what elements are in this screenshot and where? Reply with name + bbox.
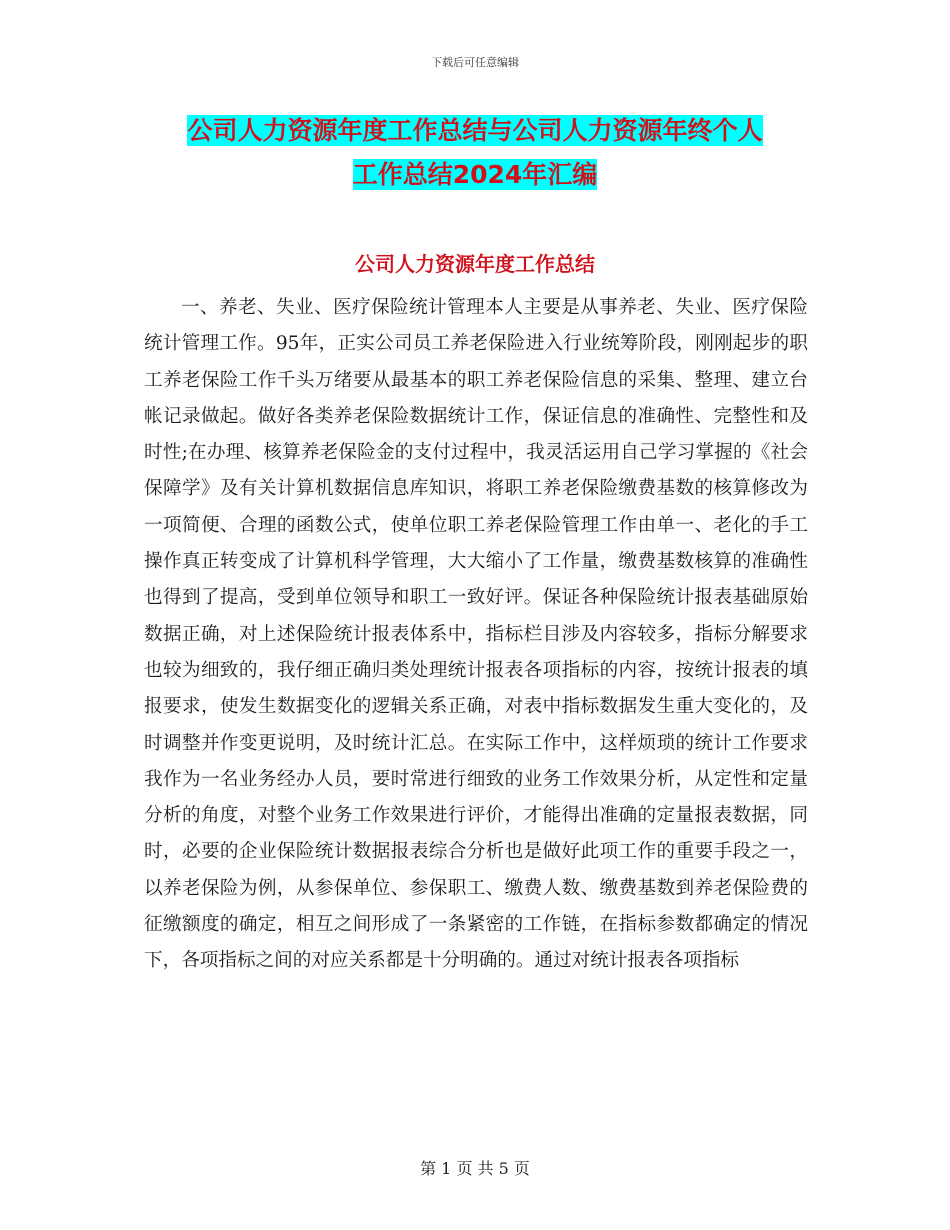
document-title-line-1 xyxy=(0,113,950,149)
document-title-line-2 xyxy=(0,157,950,193)
page-footer: 第 1 页 共 5 页 xyxy=(420,1159,530,1178)
header-note: 下载后可任意编辑 xyxy=(431,56,519,69)
title-line-2-text: 工作总结2024年汇编 xyxy=(352,160,598,189)
body-paragraph: 一、养老、失业、医疗保险统计管理本人主要是从事养老、失业、医疗保险统计管理工作。95年，正实公司员工养老保险进入行业统筹阶段，刚刚起步的职工养老保险工作千头万绪要从最基本的职工养老保险信息的采集、整理、建立台帐记录做起。做好各类养老保险数据统计工作，保证信息的准确性、完整性和及时性;在办理、核算养老保险金的支付过程中，我灵活运用自己学习掌握的《社会保障学》及有关计算机数据信息库知识，将职工养老保险缴费基数的核算修改为一项简便、合理的函数公式，使单位职工养老保险管理工作由单一、老化的手工操作真正转变成了计算机科学管理，大大缩小了工作量，缴费基数核算的准确性也得到了提高，受到单位领导和职工一致好评。保证各种保险统计报表基础原始数据正确，对上述保险统计报表体系中，指标栏目涉及内容较多，指标分解要求也较为细致的，我仔细正确归类处理统计报表各项指标的内容，按统计报表的填报要求，使发生数据变化的逻辑关系正确，对表中指标数据发生重大变化的，及时调整并作变更说明，及时统计汇总。在实际工作中，这样烦琐的统计工作要求我作为一名业务经办人员，要时常进行细致的业务工作效果分析，从定性和定量分析的角度，对整个业务工作效果进行评价，才能得出准确的定量报表数据，同时，必要的企业保险统计数据报表综合分析也是做好此项工作的重要手段之一，以养老保险为例，从参保单位、参保职工、缴费人数、缴费基数到养老保险费的征缴额度的确定，相互之间形成了一条紧密的工作链，在指标参数都确定的情况下，各项指标之间的对应关系都是十分明确的。通过对统计报表各项指标 xyxy=(144,297,808,972)
title-line-1-text: 公司人力资源年度工作总结与公司人力资源年终个人 xyxy=(187,116,763,145)
section-title: 公司人力资源年度工作总结 xyxy=(355,252,595,276)
